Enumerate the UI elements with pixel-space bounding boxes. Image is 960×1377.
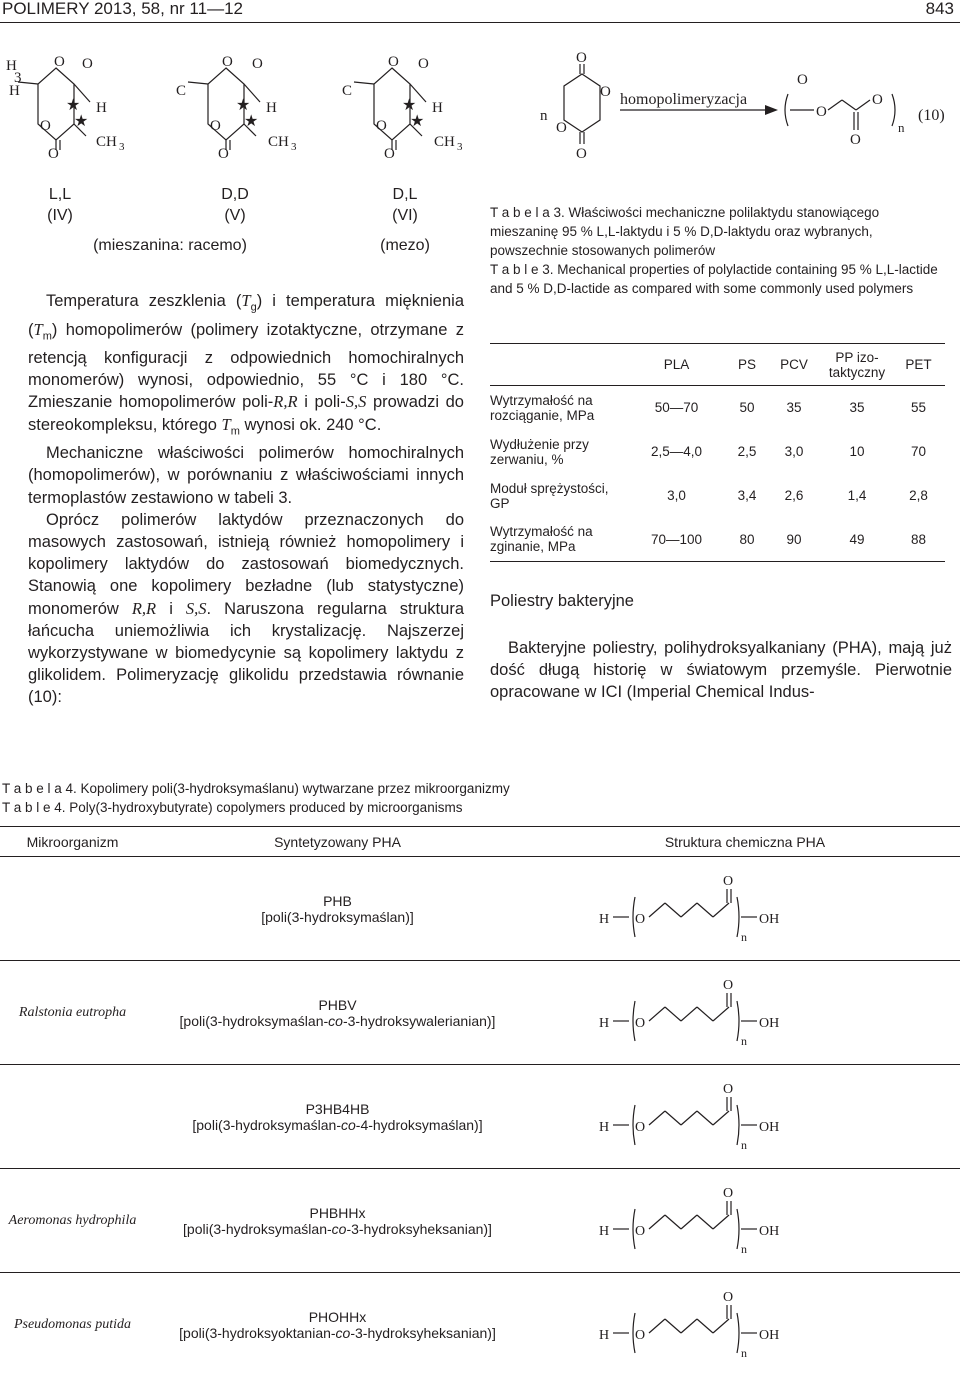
svg-text:H: H bbox=[599, 912, 610, 927]
svg-text:O: O bbox=[418, 56, 429, 72]
structure-cell bbox=[530, 961, 960, 1065]
svg-text:O: O bbox=[635, 1224, 646, 1239]
structure-cell bbox=[530, 1065, 960, 1169]
svg-text:O: O bbox=[635, 1328, 646, 1344]
organism-cell bbox=[0, 857, 145, 961]
row-label: Wydłużenie przy zerwaniu, % bbox=[490, 436, 589, 467]
svg-text:H: H bbox=[599, 1120, 610, 1135]
svg-text:3: 3 bbox=[291, 141, 297, 153]
svg-text:OH: OH bbox=[759, 912, 780, 927]
paragraph: Mechaniczne właściwości polimerów homochiralnych (homopolimerów), w porównaniu z właściwościami innych termoplastów zestawiono w tabeli 3. bbox=[28, 444, 464, 507]
svg-text:3: 3 bbox=[14, 70, 22, 86]
running-header bbox=[0, 0, 960, 20]
table3-col-header: PCV bbox=[780, 357, 808, 372]
structure-cell bbox=[530, 857, 960, 961]
svg-text:O: O bbox=[388, 54, 399, 70]
table-cell: 88 bbox=[910, 531, 926, 547]
svg-text:H: H bbox=[599, 1016, 610, 1031]
pha-fullname: [poli(3-hydroksyoktanian-co-3-hydroksyheksanian)] bbox=[179, 1324, 496, 1341]
mezo-label: (mezo) bbox=[380, 237, 430, 254]
table-row bbox=[0, 961, 960, 1065]
table-cell: 3,0 bbox=[784, 444, 804, 459]
pha-cell bbox=[145, 961, 530, 1065]
svg-text:O: O bbox=[850, 132, 861, 148]
svg-text:CH: CH bbox=[268, 134, 289, 150]
svg-text:n: n bbox=[540, 108, 548, 124]
svg-text:O: O bbox=[723, 1290, 734, 1306]
svg-text:O: O bbox=[252, 56, 263, 72]
table-cell: 70 bbox=[910, 444, 926, 459]
table-cell: 35 bbox=[849, 400, 865, 416]
svg-text:O: O bbox=[54, 54, 65, 70]
table-row bbox=[490, 518, 945, 562]
table-cell: 2,6 bbox=[784, 488, 804, 503]
table-row bbox=[0, 1169, 960, 1273]
table-cell: 10 bbox=[849, 444, 865, 459]
svg-text:★: ★ bbox=[236, 97, 251, 114]
polymer-structure-drawing bbox=[595, 1179, 895, 1259]
svg-text:★: ★ bbox=[402, 97, 417, 114]
table-cell: 35 bbox=[786, 400, 802, 416]
table-cell: 2,8 bbox=[909, 488, 928, 503]
table-row bbox=[490, 430, 945, 474]
isomer-label: L,L (IV) bbox=[47, 186, 73, 224]
table4-caption-pl: T a b e l a 4. Kopolimery poli(3-hydroksymaślanu) wytwarzane przez mikroorganizmy bbox=[2, 781, 510, 796]
pha-abbr: P3HB4HB bbox=[305, 1100, 370, 1117]
lactide-labels bbox=[6, 54, 125, 162]
svg-text:H: H bbox=[6, 58, 17, 74]
table-row bbox=[0, 1065, 960, 1169]
svg-text:O: O bbox=[723, 1082, 734, 1097]
pha-cell bbox=[145, 857, 530, 961]
table-cell: 2,5—4,0 bbox=[650, 444, 703, 459]
right-column bbox=[490, 637, 952, 704]
pha-abbr: PHBV bbox=[318, 996, 357, 1013]
svg-text:★: ★ bbox=[74, 113, 89, 130]
svg-text:O: O bbox=[635, 1120, 646, 1135]
row-label: Wytrzymałość na zginanie, MPa bbox=[490, 524, 593, 555]
svg-text:n: n bbox=[898, 120, 905, 135]
svg-text:O: O bbox=[635, 912, 646, 927]
svg-text:O: O bbox=[872, 92, 883, 108]
organism-cell: Aeromonas hydrophila bbox=[8, 1212, 137, 1228]
svg-text:OH: OH bbox=[759, 1120, 780, 1135]
table-cell: 80 bbox=[739, 531, 755, 547]
svg-text:H: H bbox=[432, 100, 443, 116]
table3-col-header: PLA bbox=[663, 357, 690, 372]
organism-cell: Ralstonia eutropha bbox=[18, 1004, 127, 1020]
pha-fullname: [poli(3-hydroksymaślan-co-4-hydroksymaślan)] bbox=[192, 1116, 483, 1133]
svg-text:O: O bbox=[218, 146, 229, 162]
row-label: Moduł sprężystości, GP bbox=[490, 480, 609, 511]
svg-text:C: C bbox=[342, 83, 353, 99]
pha-fullname: [poli(3-hydroksymaślan)] bbox=[261, 908, 414, 925]
pha-fullname: [poli(3-hydroksymaślan-co-3-hydroksyheksanian)] bbox=[183, 1220, 492, 1237]
table-cell: 50—70 bbox=[654, 400, 699, 416]
svg-text:O: O bbox=[723, 1186, 734, 1201]
table-cell: 2,5 bbox=[737, 444, 757, 459]
table4-col-header: Mikroorganizm bbox=[26, 833, 119, 850]
svg-text:n: n bbox=[741, 1346, 747, 1361]
svg-text:n: n bbox=[741, 1242, 747, 1256]
table3-col-header: PET bbox=[905, 357, 932, 372]
svg-text:O: O bbox=[210, 118, 221, 134]
svg-text:O: O bbox=[576, 50, 587, 66]
table4-caption-en: T a b l e 4. Poly(3-hydroxybutyrate) copolymers produced by microorganisms bbox=[2, 800, 463, 815]
table-cell: 3,0 bbox=[667, 488, 686, 503]
svg-text:O: O bbox=[723, 978, 734, 993]
pha-cell bbox=[145, 1169, 530, 1273]
table3-caption-en: T a b l e 3. Mechanical properties of polylactide containing 95 % L,L-lactide and 5 % D,D-lactide as compared with some commonly used polymers bbox=[490, 262, 938, 296]
table-cell: 90 bbox=[786, 531, 802, 547]
table4 bbox=[0, 826, 960, 1377]
table4-caption bbox=[2, 779, 952, 817]
table-cell: 3,4 bbox=[737, 488, 757, 503]
reaction-scheme bbox=[0, 40, 960, 180]
svg-text:O: O bbox=[384, 146, 395, 162]
svg-text:O: O bbox=[723, 874, 734, 889]
table-cell: 1,4 bbox=[847, 488, 867, 503]
structure-cell bbox=[530, 1273, 960, 1377]
table-cell: 50 bbox=[739, 400, 755, 416]
svg-text:O: O bbox=[600, 84, 611, 100]
organism-cell: Pseudomonas putida bbox=[13, 1316, 132, 1332]
table-cell: 70—100 bbox=[650, 531, 703, 547]
table3-caption bbox=[490, 203, 950, 298]
svg-text:O: O bbox=[576, 146, 587, 162]
equation-number: (10) bbox=[918, 107, 945, 124]
pha-abbr: PHOHHx bbox=[308, 1308, 367, 1325]
table-row bbox=[490, 386, 945, 430]
header-rule bbox=[0, 22, 960, 23]
svg-text:n: n bbox=[741, 930, 747, 944]
structure-cell bbox=[530, 1169, 960, 1273]
svg-text:O: O bbox=[556, 120, 567, 136]
table3 bbox=[490, 343, 945, 562]
page-number: 843 bbox=[925, 0, 954, 18]
svg-text:n: n bbox=[741, 1138, 747, 1152]
table3-col-header: PS bbox=[737, 357, 756, 372]
svg-text:★: ★ bbox=[244, 113, 259, 130]
svg-text:O: O bbox=[635, 1016, 646, 1031]
svg-text:O: O bbox=[376, 118, 387, 134]
polymer-structure-drawing bbox=[595, 1283, 895, 1363]
table3-col-header: PP izo-taktyczny bbox=[828, 349, 886, 380]
svg-text:O: O bbox=[797, 72, 808, 88]
svg-text:O: O bbox=[48, 146, 59, 162]
pha-fullname: [poli(3-hydroksymaślan-co-3-hydroksywalerianian)] bbox=[179, 1012, 496, 1029]
isomer-label: D,L (VI) bbox=[392, 186, 418, 224]
svg-text:H: H bbox=[9, 83, 20, 99]
table3-caption-pl: T a b e l a 3. Właściwości mechaniczne polilaktydu stanowiącego mieszaninę 95 % L,L-laktydu i 5 % D,D-laktydu oraz wybranych, powszechnie stosowanych polimerów bbox=[490, 205, 880, 258]
table4-col-header: Struktura chemiczna PHA bbox=[664, 833, 826, 850]
svg-text:OH: OH bbox=[759, 1016, 780, 1031]
pha-abbr: PHBHHx bbox=[309, 1204, 366, 1221]
svg-text:★: ★ bbox=[410, 113, 425, 130]
organism-cell bbox=[0, 1065, 145, 1169]
left-column bbox=[28, 290, 464, 709]
paragraph: Oprócz polimerów laktydów przeznaczonych do masowych zastosowań, istnieją również homopolimery i kopolimery laktydów do zastosowań biomedycznych. Stanowią one kopolimery bezładne (lub statystyczne) monomerów R,R i S,S. Naruszona regularna struktura łańcucha uniemożliwia ich krystalizację. Najszerzej wykorzystywane w biomedycynie są kopolimery laktydu z glikolidem. Polimeryzację glikolidu przedstawia równanie (10): bbox=[28, 510, 464, 707]
row-label: Wytrzymałość na rozciąganie, MPa bbox=[490, 392, 595, 423]
polymer-structure-drawing bbox=[595, 971, 895, 1051]
svg-text:H: H bbox=[96, 100, 107, 116]
svg-text:O: O bbox=[40, 118, 51, 134]
table-cell: 49 bbox=[849, 531, 865, 547]
svg-text:C: C bbox=[176, 83, 187, 99]
reaction-label: homopolimeryzacja bbox=[620, 91, 748, 108]
table-row bbox=[0, 857, 960, 961]
svg-text:H: H bbox=[599, 1328, 610, 1344]
svg-text:CH: CH bbox=[434, 134, 455, 150]
table-row bbox=[0, 1273, 960, 1377]
svg-text:★: ★ bbox=[66, 97, 81, 114]
table4-col-header: Syntetyzowany PHA bbox=[274, 833, 401, 850]
polymer-structure-drawing bbox=[595, 867, 895, 947]
svg-text:O: O bbox=[816, 104, 827, 120]
racemo-label: (mieszanina: racemo) bbox=[93, 237, 247, 254]
journal-title: POLIMERY 2013, 58, nr 11—12 bbox=[2, 0, 243, 18]
polymer-structure-drawing bbox=[595, 1075, 895, 1155]
pha-abbr: PHB bbox=[323, 892, 352, 909]
svg-text:n: n bbox=[741, 1034, 747, 1048]
table-row bbox=[490, 474, 945, 518]
pha-cell bbox=[145, 1065, 530, 1169]
paragraph: Temperatura zeszklenia $(T_g)$ i temperatura mięknienia $(T_m)$ homopolimerów (polimery izotaktyczne, otrzymane z retencją konfiguracji z odpowiednich homochiralnych monomerów) wynosi, odpowiednio, 55 °C i 180 °C. Zmieszanie homopolimerów poli-R,R i poli-S,S prowadzi do stereokompleksu, którego $T_m$ wynosi ok. 240 °C. bbox=[28, 291, 465, 437]
svg-text:3: 3 bbox=[457, 141, 463, 153]
svg-text:CH: CH bbox=[96, 134, 117, 150]
glycolide-structure bbox=[564, 64, 600, 144]
pha-cell bbox=[145, 1273, 530, 1377]
svg-text:O: O bbox=[222, 54, 233, 70]
svg-text:3: 3 bbox=[119, 141, 125, 153]
section-heading: Poliestry bakteryjne bbox=[490, 592, 634, 610]
svg-text:O: O bbox=[82, 56, 93, 72]
isomer-label: D,D (V) bbox=[221, 186, 249, 224]
svg-text:H: H bbox=[599, 1224, 610, 1239]
svg-text:OH: OH bbox=[759, 1224, 780, 1239]
paragraph: Bakteryjne poliestry, polihydroksyalkaniany (PHA), mają już dość długą historię w światowym przemyśle. Pierwotnie opracowane w ICI (Imperial Chemical Indus- bbox=[490, 639, 952, 702]
svg-text:H: H bbox=[266, 100, 277, 116]
table-cell: 55 bbox=[910, 400, 926, 416]
svg-text:OH: OH bbox=[759, 1328, 780, 1344]
